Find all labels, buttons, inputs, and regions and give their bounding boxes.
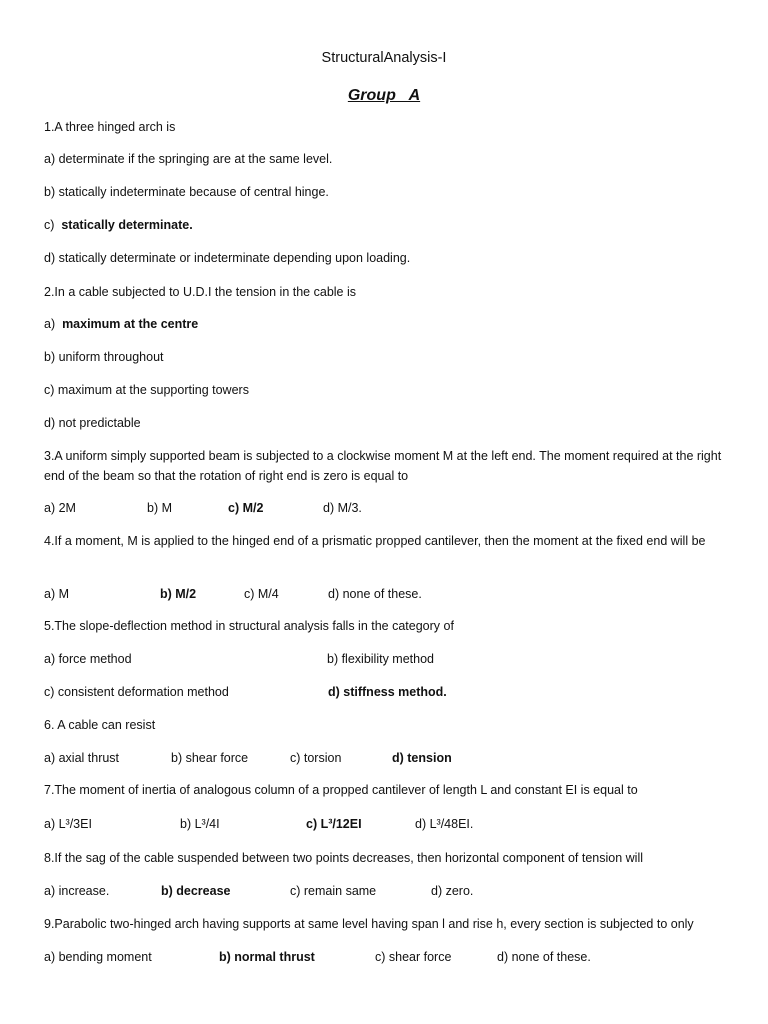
- q9-question: 9.Parabolic two-hinged arch having supports at same level having span l and rise h, every section is subjected to only: [44, 917, 694, 931]
- q1-option-c-answer: statically determinate.: [61, 218, 193, 232]
- q1-option-b: b) statically indeterminate because of central hinge.: [44, 185, 329, 199]
- q6-option-b: b) shear force: [171, 751, 249, 765]
- group-heading: Group A: [347, 87, 421, 104]
- q1-option-a: a) determinate if the springing are at the same level.: [44, 152, 333, 166]
- q5-option-d: d) stiffness method.: [328, 685, 447, 699]
- q3-option-b: b) M: [147, 501, 172, 515]
- q2-option-a: [44, 316, 198, 332]
- q8-option-a: a) increase.: [44, 884, 110, 898]
- q3-option-a: a) 2M: [44, 501, 76, 515]
- q6-question: 6. A cable can resist: [44, 718, 156, 732]
- q7-option-c: c) L³/12EI: [306, 817, 362, 831]
- q7-option-b: b) L³/4I: [180, 817, 220, 831]
- q1-option-d: d) statically determinate or indeterminate depending upon loading.: [44, 251, 411, 265]
- q7-option-d: d) L³/48EI.: [415, 817, 474, 831]
- q5-option-b: b) flexibility method: [327, 652, 434, 666]
- q8-option-c: c) remain same: [290, 884, 377, 898]
- q2-option-d: d) not predictable: [44, 416, 141, 430]
- q8-question: 8.If the sag of the cable suspended between two points decreases, then horizontal component of tension will: [44, 851, 643, 865]
- q9-option-a: a) bending moment: [44, 950, 152, 964]
- q4-option-c: c) M/4: [244, 587, 279, 601]
- q4-option-a: a) M: [44, 587, 69, 601]
- q8-option-d: d) zero.: [431, 884, 474, 898]
- q1-question: 1.A three hinged arch is: [44, 120, 176, 134]
- q9-option-b: b) normal thrust: [219, 950, 315, 964]
- q2-option-b: b) uniform throughout: [44, 350, 164, 364]
- q4-option-b: b) M/2: [160, 587, 197, 601]
- q9-option-d: d) none of these.: [497, 950, 591, 964]
- document-title: StructuralAnalysis-I: [321, 50, 447, 66]
- q5-question: 5.The slope-deflection method in structural analysis falls in the category of: [44, 619, 454, 633]
- q3-option-c: c) M/2: [228, 501, 264, 515]
- q4-question: 4.If a moment, M is applied to the hinged end of a prismatic propped cantilever, then the moment at the fixed end will be: [44, 534, 706, 548]
- q2-question: 2.In a cable subjected to U.D.I the tension in the cable is: [44, 285, 356, 299]
- q2-option-a-answer: maximum at the centre: [62, 317, 199, 331]
- q4-option-d: d) none of these.: [328, 587, 422, 601]
- q6-option-a: a) axial thrust: [44, 751, 120, 765]
- q3-question: 3.A uniform simply supported beam is subjected to a clockwise moment M at the left end. The moment required at the right end of the beam so that the rotation of right end is zero is equal to: [44, 449, 722, 483]
- q5-option-a: a) force method: [44, 652, 132, 666]
- q6-option-d: d) tension: [392, 751, 452, 765]
- q5-option-c: c) consistent deformation method: [44, 685, 229, 699]
- q7-question: 7.The moment of inertia of analogous column of a propped cantilever of length L and constant EI is equal to: [44, 783, 638, 797]
- q1-option-c-prefix: c): [44, 218, 62, 232]
- q8-option-b: b) decrease: [161, 884, 231, 898]
- q6-option-c: c) torsion: [290, 751, 342, 765]
- q7-option-a: a) L³/3EI: [44, 817, 92, 831]
- q9-option-c: c) shear force: [375, 950, 452, 964]
- q2-option-c: c) maximum at the supporting towers: [44, 383, 249, 397]
- q2-option-a-prefix: a): [44, 317, 63, 331]
- q3-option-d: d) M/3.: [323, 501, 362, 515]
- q1-option-c: [44, 217, 193, 233]
